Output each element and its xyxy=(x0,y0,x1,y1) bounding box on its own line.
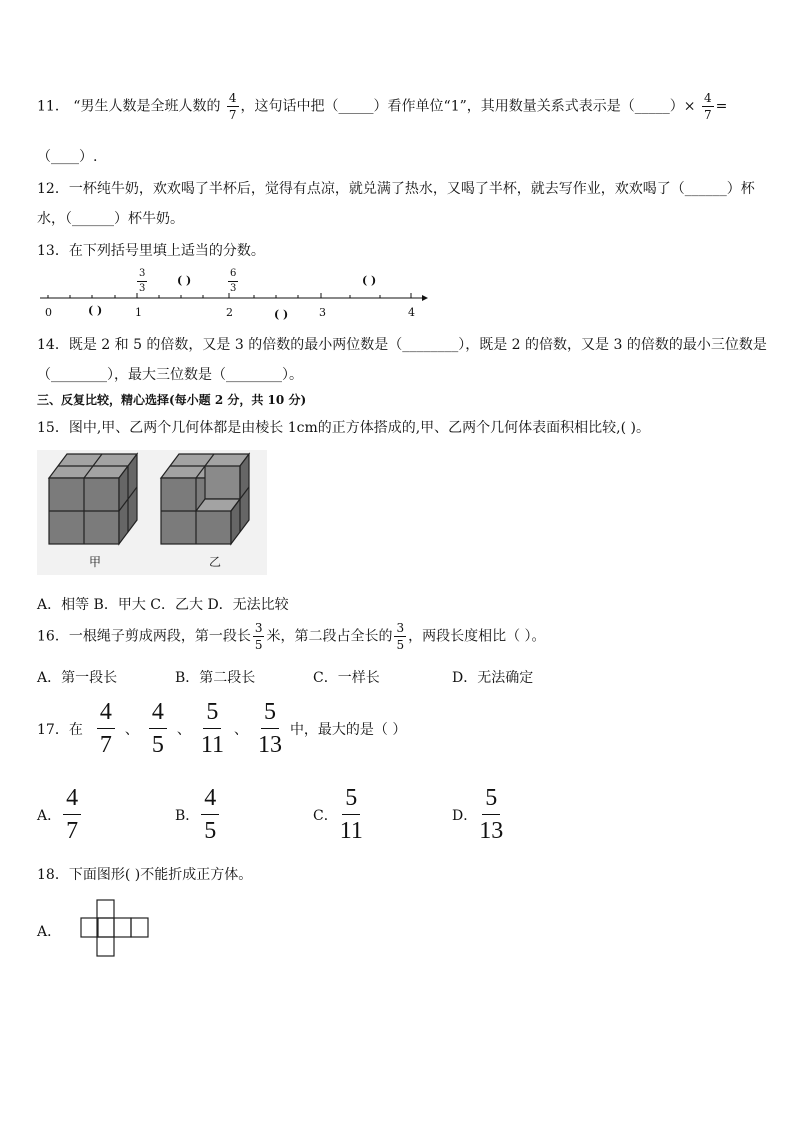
question-11-line1 xyxy=(37,92,727,121)
fraction-5-11 xyxy=(340,786,363,843)
q17-option-b xyxy=(175,786,221,843)
question-13-text: 13．在下列括号里填上适当的分数。 xyxy=(37,243,265,259)
separator: 、 xyxy=(176,721,191,738)
question-17-text xyxy=(37,700,406,757)
numerator: 4 xyxy=(201,786,219,815)
q11-text-1: “男生人数是全班人数的 xyxy=(73,98,221,115)
q16-option-b: B．第二段长 xyxy=(175,670,256,686)
question-14-line1: 14．既是 2 和 5 的倍数，又是 3 的倍数的最小两位数是（________），既是 2 的倍数，又是 3 的倍数的最小三位数是 xyxy=(37,337,767,353)
denominator: 5 xyxy=(151,732,164,758)
denominator: 7 xyxy=(99,732,112,758)
answer-blank: ( ) xyxy=(177,274,192,287)
denominator: 5 xyxy=(396,638,405,652)
q17-text-1: 17．在 xyxy=(37,721,83,738)
fraction-5-13 xyxy=(479,786,503,843)
numerator: 3 xyxy=(254,621,263,635)
q17-option-d xyxy=(452,786,505,843)
fraction xyxy=(253,622,265,651)
cube-net-figure xyxy=(80,899,152,963)
q16-option-c: C．一样长 xyxy=(313,670,380,686)
denominator: 5 xyxy=(254,638,263,652)
answer-blank: ( ) xyxy=(88,304,103,317)
question-15-text: 15．图中,甲、乙两个几何体都是由棱长 1cm的正方体搭成的,甲、乙两个几何体表面积相比较,( )。 xyxy=(37,420,651,436)
denominator: 13 xyxy=(479,818,504,844)
numerator: 6 xyxy=(228,269,238,282)
fraction-4-7 xyxy=(97,700,115,757)
numerator: 3 xyxy=(137,269,147,282)
denominator: 3 xyxy=(139,283,146,294)
label-yi: 乙 xyxy=(209,555,222,569)
numerator: 4 xyxy=(703,91,712,105)
fraction xyxy=(394,622,406,651)
q18-option-a: A． xyxy=(37,924,62,940)
q16-text-1: 16．一根绳子剪成两段，第一段长 xyxy=(37,628,251,645)
q11-text-3: = xyxy=(715,98,728,115)
fraction xyxy=(702,92,714,121)
fraction xyxy=(227,92,239,121)
denominator: 11 xyxy=(200,732,224,758)
tick-label-2: 2 xyxy=(226,306,233,319)
q16-option-d: D．无法确定 xyxy=(452,670,534,686)
label-jia: 甲 xyxy=(89,555,102,569)
solids-figure xyxy=(37,450,267,575)
tick-label-1: 1 xyxy=(135,306,142,319)
denominator: 7 xyxy=(703,108,712,122)
number-line xyxy=(40,266,430,321)
numerator: 5 xyxy=(342,786,360,815)
question-16-text xyxy=(37,622,546,651)
option-label: C． xyxy=(313,807,338,824)
numerator: 4 xyxy=(97,700,115,729)
separator: 、 xyxy=(124,721,139,738)
denominator: 5 xyxy=(204,818,217,844)
question-11-line2: （____）. xyxy=(37,149,98,165)
denominator: 7 xyxy=(228,108,237,122)
q16-option-a: A．第一段长 xyxy=(37,670,118,686)
tick-label-3: 3 xyxy=(319,306,326,319)
section-3-heading: 三、反复比较，精心选择(每小题 2 分，共 10 分) xyxy=(37,393,307,407)
question-12-line1: 12．一杯纯牛奶，欢欢喝了半杯后，觉得有点凉，就兑满了热水，又喝了半杯，就去写作业，欢欢喝了（______）杯 xyxy=(37,181,755,197)
numerator: 5 xyxy=(203,700,221,729)
fraction-5-13 xyxy=(258,700,282,757)
option-label: A． xyxy=(37,807,62,824)
tick-label-4: 4 xyxy=(408,306,415,319)
numerator: 4 xyxy=(63,786,81,815)
numerator: 4 xyxy=(149,700,167,729)
question-14-line2: （________），最大三位数是（________）。 xyxy=(37,367,303,383)
numerator: 3 xyxy=(396,621,405,635)
question-15-options: A．相等 B．甲大 C．乙大 D．无法比较 xyxy=(37,597,289,613)
option-label: B． xyxy=(175,807,200,824)
answer-blank: ( ) xyxy=(362,274,377,287)
q11-text-2: ，这句话中把（_____）看作单位“1”，其用数量关系式表示是（_____）× xyxy=(240,98,696,115)
solids-illustration xyxy=(37,450,267,575)
denominator: 13 xyxy=(257,732,282,758)
q16-text-2: 米，第二段占全长的 xyxy=(266,628,393,645)
question-18-text: 18．下面图形( )不能折成正方体。 xyxy=(37,867,253,883)
answer-blank: ( ) xyxy=(274,308,289,321)
q17-option-a xyxy=(37,786,83,843)
fraction-three-thirds xyxy=(137,269,147,294)
numerator: 4 xyxy=(228,91,237,105)
tick-label-0: 0 xyxy=(45,306,52,319)
cube-net-svg xyxy=(80,899,152,959)
denominator: 3 xyxy=(230,283,237,294)
separator: 、 xyxy=(233,721,248,738)
denominator: 11 xyxy=(339,818,363,844)
option-label: D． xyxy=(452,807,478,824)
fraction-5-11 xyxy=(201,700,224,757)
fraction-4-7 xyxy=(63,786,81,843)
fraction-4-5 xyxy=(149,700,167,757)
denominator: 7 xyxy=(66,818,79,844)
numerator: 5 xyxy=(261,700,279,729)
q11-number: 11． xyxy=(37,98,69,115)
numerator: 5 xyxy=(482,786,500,815)
q16-text-3: ，两段长度相比（ ）。 xyxy=(408,628,546,645)
question-12-line2: 水，（______）杯牛奶。 xyxy=(37,211,184,227)
q17-text-2: 中，最大的是（ ） xyxy=(289,721,407,738)
fraction-six-thirds xyxy=(228,269,238,294)
fraction-4-5 xyxy=(201,786,219,843)
q17-option-c xyxy=(313,786,365,843)
